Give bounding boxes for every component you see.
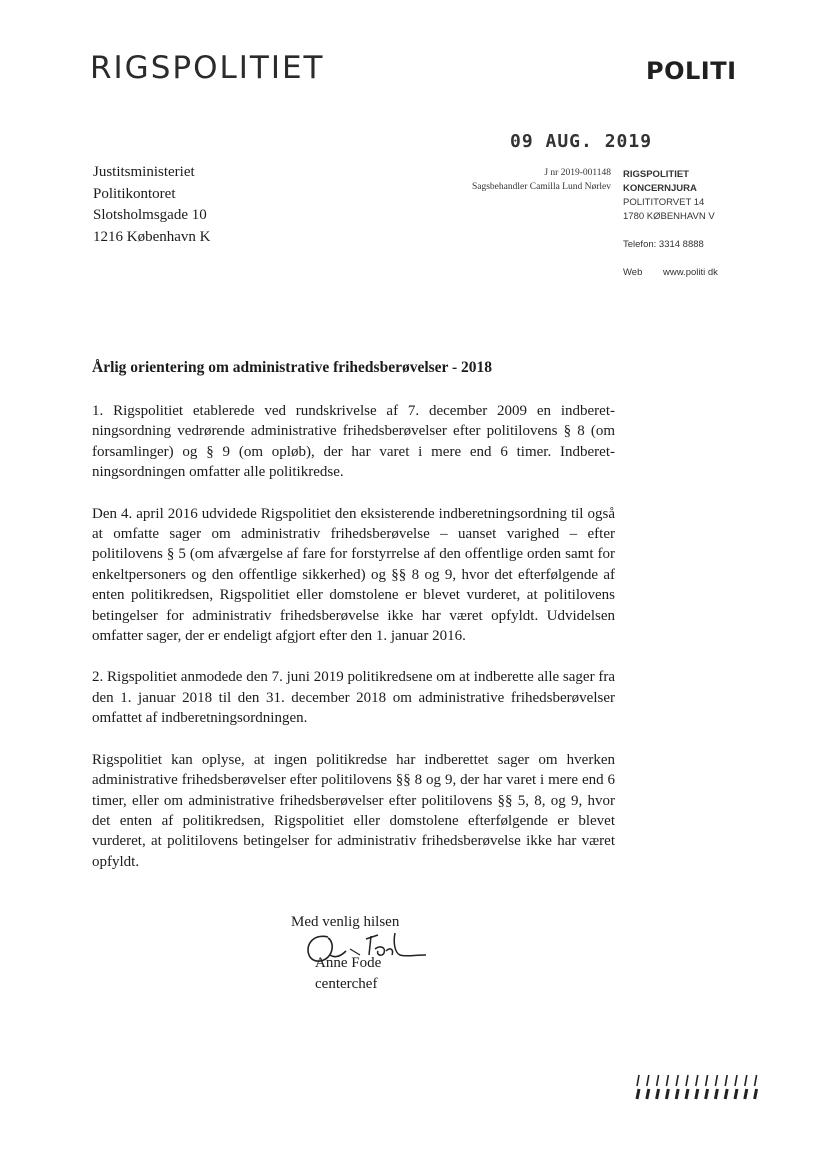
sender-web: [623, 266, 718, 280]
letter-body: [92, 401, 615, 893]
web-label: Web: [623, 267, 643, 278]
recipient-line: 1216 København K: [93, 228, 211, 245]
letter-subject: Årlig orientering om administrative frihedsberøvelser - 2018: [92, 359, 493, 376]
sender-dept: KONCERNJURA: [623, 183, 697, 194]
case-handler: Sagsbehandler Camilla Lund Nørlev: [471, 182, 611, 192]
sender-city: 1780 KØBENHAVN V: [623, 211, 715, 222]
signer-title: centerchef: [315, 976, 378, 992]
recipient-address: [93, 162, 210, 248]
body-paragraph: 1. Rigspolitiet etablerede ved rundskrivelse af 7. december 2009 en indberetningsordning vedrørende administrative frihedsberøvelser efter politilovens § 8 (om forsamlinger) og § 9 (om opløb), der har varet i mere end 6 timer. Indberetningsordningen omfatter alle politikredse.: [92, 403, 615, 481]
sender-phone: Telefon: 3314 8888: [623, 239, 704, 250]
case-info: [472, 166, 611, 194]
date-stamp: 09 AUG. 2019: [510, 131, 653, 152]
recipient-line: Slotsholmsgade 10: [93, 207, 207, 223]
barcode-mark: [633, 1073, 765, 1101]
body-paragraph: 2. Rigspolitiet anmodede den 7. juni 2019 politikredsene om at indberette alle sager fra den 1. januar 2018 til den 31. december 2018 om administrative frihedsberøvelser omfattet af indberetningsordningen.: [92, 669, 615, 727]
sender-street: POLITITORVET 14: [623, 197, 705, 208]
recipient-line: Politikontoret: [93, 185, 176, 202]
web-address: www.politi dk: [663, 267, 718, 278]
body-paragraph: Den 4. april 2016 udvidede Rigspolitiet den eksisterende indberetningsordning til også at omfatte sager om administrativ frihedsberøvelse – uanset varighed – efter politilovens § 5 (om afværgelse af fare for forstyrrelse af den offentlige orden samt for enkeltpersoners og den offentlige sikkerhed) og §§ 8 og 9, hvor det efterfølgende af enten politikredsen, Rigspolitiet eller domstolene er blevet vurderet, at politilovens betingelser for administrativ frihedsberøvelse ikke har været opfyldt. Udvidelsen omfatter sager, der er endeligt afgjort efter den 1. januar 2016.: [92, 505, 615, 645]
sender-org: RIGSPOLITIET: [623, 169, 689, 180]
journal-number: J nr 2019-001148: [544, 168, 611, 178]
politi-logo: POLITI: [646, 57, 737, 85]
closing-greeting: Med venlig hilsen: [291, 914, 400, 930]
signer-name: Anne Fode: [315, 955, 382, 971]
recipient-line: Justitsministeriet: [93, 164, 195, 180]
brand-wordmark: RIGSPOLITIET: [90, 50, 325, 86]
body-paragraph: Rigspolitiet kan oplyse, at ingen politikredse har indberettet sager om hverken administrative frihedsberøvelser efter politilovens §§ 8 og 9, der har varet i mere end 6 timer, eller om administrative frihedsberøvelser efter politilovens §§ 5, 8, og 9, hvor det enten af politikredsen, Rigspolitiet eller domstolene efterfølgende er blevet vurderet, at politilovens betingelser for administrativ frihedsberøvelse ikke har været opfyldt.: [92, 751, 615, 870]
sender-address: [623, 168, 718, 280]
